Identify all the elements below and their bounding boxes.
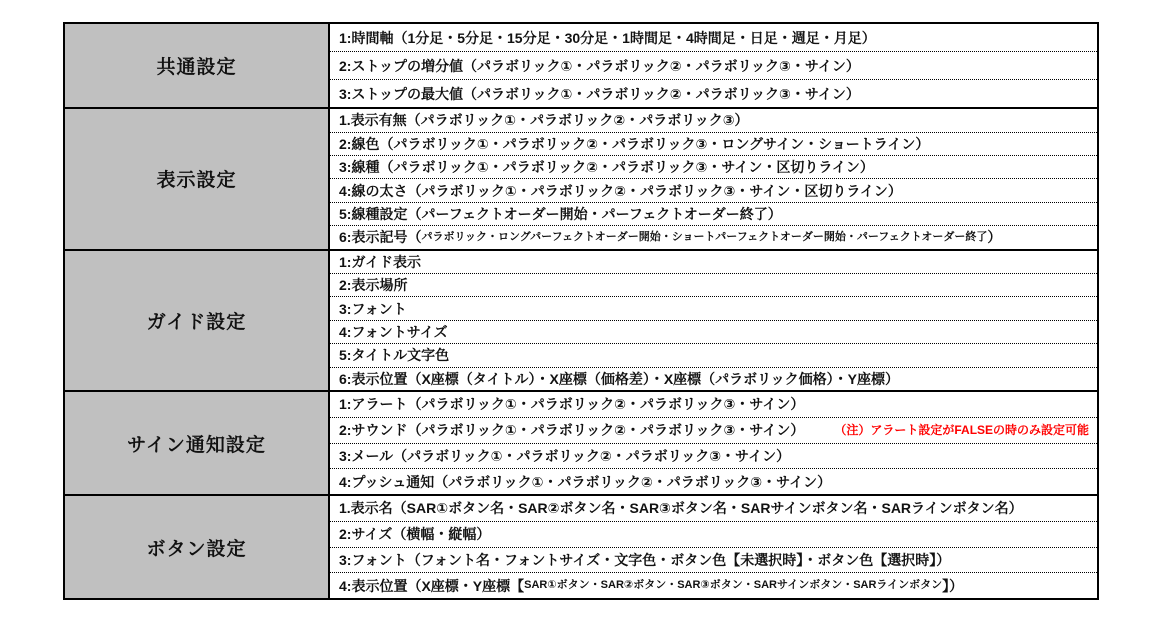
table-row — [330, 392, 1097, 418]
table-row — [330, 24, 1097, 52]
row-text: 】） — [942, 577, 964, 594]
section-display-settings — [65, 109, 1097, 250]
section-rows-guide-settings — [330, 251, 1097, 390]
row-text: ） — [987, 229, 1002, 246]
table-row — [330, 109, 1097, 132]
section-rows-sign-notification-settings — [330, 392, 1097, 494]
row-text: 2:サウンド（パラボリック①・パラボリック②・パラボリック③・サイン） — [339, 422, 805, 439]
row-text: 6:表示位置（X座標（タイトル）・X座標（価格差）・X座標（パラボリック価格）・Y座標） — [339, 370, 899, 387]
section-label-button-settings: ボタン設定 — [65, 496, 330, 598]
table-row — [330, 496, 1097, 522]
row-text: 6:表示記号（ — [339, 229, 422, 246]
table-row — [330, 522, 1097, 548]
row-text: 1:アラート（パラボリック①・パラボリック②・パラボリック③・サイン） — [339, 396, 805, 413]
table-row — [330, 52, 1097, 80]
table-row — [330, 274, 1097, 297]
table-row — [330, 251, 1097, 274]
row-text: 5:タイトル文字色 — [339, 347, 450, 364]
section-label-common-settings: 共通設定 — [65, 24, 330, 107]
row-text: 3:メール（パラボリック①・パラボリック②・パラボリック③・サイン） — [339, 447, 791, 464]
section-rows-button-settings — [330, 496, 1097, 598]
row-text: 4:表示位置（X座標・Y座標【 — [339, 577, 525, 594]
table-row — [330, 226, 1097, 248]
section-guide-settings — [65, 251, 1097, 392]
row-text: パラボリック・ロングパーフェクトオーダー開始・ショートパーフェクトオーダー開始・パーフェクトオーダー終了 — [421, 230, 988, 243]
table-row — [330, 203, 1097, 226]
table-row — [330, 133, 1097, 156]
table-row — [330, 297, 1097, 320]
table-row — [330, 80, 1097, 107]
table-row — [330, 321, 1097, 344]
row-text: 5:線種設定（パーフェクトオーダー開始・パーフェクトオーダー終了） — [339, 206, 782, 223]
table-row — [330, 368, 1097, 390]
row-text: 2:表示場所 — [339, 277, 408, 294]
row-text: 4:線の太さ（パラボリック①・パラボリック②・パラボリック③・サイン・区切りライン） — [339, 182, 902, 199]
section-sign-notification-settings — [65, 392, 1097, 496]
row-text: 3:フォント（フォント名・フォントサイズ・文字色・ボタン色【未選択時】・ボタン色【選択時】） — [339, 551, 951, 568]
row-text: 1.表示名（SAR①ボタン名・SAR②ボタン名・SAR③ボタン名・SARサインボタン名・SARラインボタン名） — [339, 500, 1023, 517]
row-text: 1:ガイド表示 — [339, 253, 422, 270]
row-text: 2:サイズ（横幅・縦幅） — [339, 526, 491, 543]
table-row — [330, 573, 1097, 598]
section-button-settings — [65, 496, 1097, 598]
section-common-settings — [65, 24, 1097, 109]
row-text: 3:ストップの最大値（パラボリック①・パラボリック②・パラボリック③・サイン） — [339, 85, 860, 102]
row-text: 4:プッシュ通知（パラボリック①・パラボリック②・パラボリック③・サイン） — [339, 473, 832, 490]
table-row — [330, 179, 1097, 202]
section-label-sign-notification-settings: サイン通知設定 — [65, 392, 330, 494]
section-rows-display-settings — [330, 109, 1097, 248]
section-label-guide-settings: ガイド設定 — [65, 251, 330, 390]
row-text: 3:フォント — [339, 300, 407, 317]
table-row — [330, 344, 1097, 367]
row-text: 1.表示有無（パラボリック①・パラボリック②・パラボリック③） — [339, 112, 749, 129]
table-row — [330, 418, 1097, 444]
row-text: SAR①ボタン・SAR②ボタン・SAR③ボタン・SARサインボタン・SARラインボタン — [524, 579, 943, 592]
row-text: 4:フォントサイズ — [339, 324, 448, 341]
row-note: （注）アラート設定がFALSEの時のみ設定可能 — [834, 423, 1090, 438]
settings-spec-table — [63, 22, 1099, 600]
section-rows-common-settings — [330, 24, 1097, 107]
table-row — [330, 548, 1097, 574]
table-row — [330, 156, 1097, 179]
row-text: 1:時間軸（1分足・5分足・15分足・30分足・1時間足・4時間足・日足・週足・月足） — [339, 29, 876, 46]
row-text: 3:線種（パラボリック①・パラボリック②・パラボリック③・サイン・区切りライン） — [339, 159, 874, 176]
table-row — [330, 444, 1097, 470]
table-row — [330, 469, 1097, 494]
section-label-display-settings: 表示設定 — [65, 109, 330, 248]
row-text: 2:線色（パラボリック①・パラボリック②・パラボリック③・ロングサイン・ショートライン） — [339, 135, 930, 152]
row-text: 2:ストップの増分値（パラボリック①・パラボリック②・パラボリック③・サイン） — [339, 57, 860, 74]
